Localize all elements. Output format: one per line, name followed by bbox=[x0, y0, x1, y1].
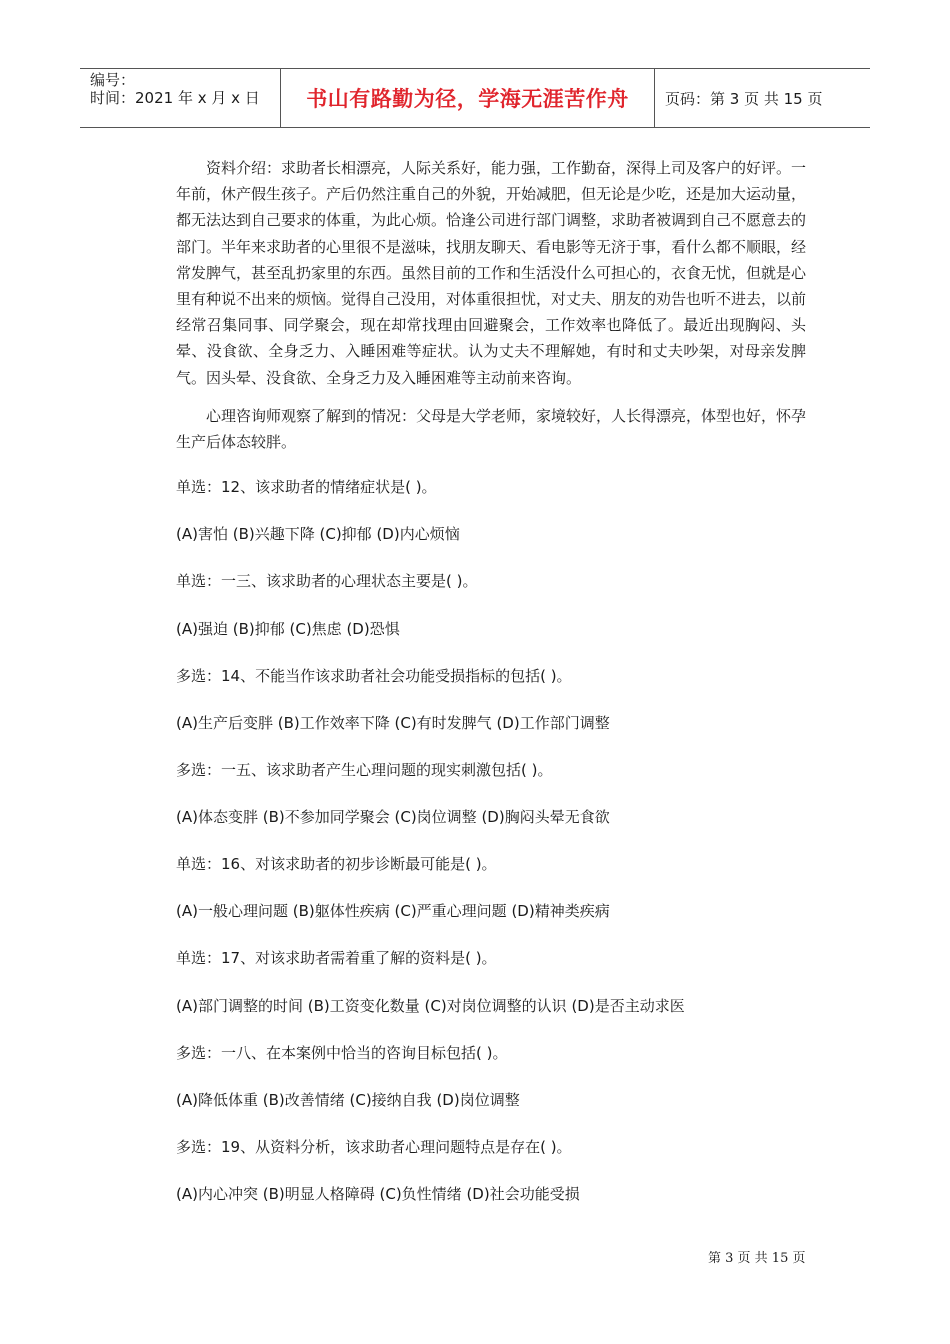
question-17-options: (A)部门调整的时间 (B)工资变化数量 (C)对岗位调整的认识 (D)是否主动求医 bbox=[176, 997, 685, 1015]
question-13: 单选：一三、该求助者的心理状态主要是( )。 bbox=[176, 572, 478, 590]
question-18: 多选：一八、在本案例中恰当的咨询目标包括( )。 bbox=[176, 1044, 508, 1062]
document-date: 时间：2021 年 x 月 x 日 bbox=[90, 89, 260, 107]
header-meta bbox=[80, 69, 281, 127]
header-motto: 书山有路勤为径，学海无涯苦作舟 bbox=[281, 69, 655, 127]
document-number-label: 编号： bbox=[90, 71, 136, 89]
question-16: 单选：16、对该求助者的初步诊断最可能是( )。 bbox=[176, 855, 497, 873]
question-19-options: (A)内心冲突 (B)明显人格障碍 (C)负性情绪 (D)社会功能受损 bbox=[176, 1185, 580, 1203]
question-17: 单选：17、对该求助者需着重了解的资料是( )。 bbox=[176, 949, 497, 967]
question-16-options: (A)一般心理问题 (B)躯体性疾病 (C)严重心理问题 (D)精神类疾病 bbox=[176, 902, 610, 920]
question-15-options: (A)体态变胖 (B)不参加同学聚会 (C)岗位调整 (D)胸闷头晕无食欲 bbox=[176, 808, 610, 826]
question-15: 多选：一五、该求助者产生心理问题的现实刺激包括( )。 bbox=[176, 761, 553, 779]
question-12: 单选：12、该求助者的情绪症状是( )。 bbox=[176, 478, 437, 496]
question-18-options: (A)降低体重 (B)改善情绪 (C)接纳自我 (D)岗位调整 bbox=[176, 1091, 520, 1109]
page-header bbox=[80, 68, 870, 128]
page-footer: 第 3 页 共 15 页 bbox=[708, 1251, 806, 1266]
header-page-info: 页码：第 3 页 共 15 页 bbox=[665, 89, 823, 108]
case-description-paragraph: 资料介绍：求助者长相漂亮，人际关系好，能力强，工作勤奋，深得上司及客户的好评。一年前，休产假生孩子。产后仍然注重自己的外貌，开始减肥，但无论是少吃，还是加大运动量，都无法达到自己要求的体重，为此心烦。恰逢公司进行部门调整，求助者被调到自己不愿意去的部门。半年来求助者的心里很不是滋味，找朋友聊天、看电影等无济于事，看什么都不顺眼，经常发脾气，甚至乱扔家里的东西。虽然目前的工作和生活没什么可担心的，衣食无忧，但就是心里有种说不出来的烦恼。觉得自己没用，对体重很担忧，对丈夫、朋友的劝告也听不进去，以前经常召集同事、同学聚会，现在却常找理由回避聚会，工作效率也降低了。最近出现胸闷、头晕、没食欲、全身乏力、入睡困难等症状。认为丈夫不理解她，有时和丈夫吵架，对母亲发脾气。因头晕、没食欲、全身乏力及入睡困难等主动前来咨询。 bbox=[176, 159, 807, 387]
question-12-options: (A)害怕 (B)兴趣下降 (C)抑郁 (D)内心烦恼 bbox=[176, 525, 460, 543]
question-14-options: (A)生产后变胖 (B)工作效率下降 (C)有时发脾气 (D)工作部门调整 bbox=[176, 714, 610, 732]
question-19: 多选：19、从资料分析，该求助者心理问题特点是存在( )。 bbox=[176, 1138, 572, 1156]
question-13-options: (A)强迫 (B)抑郁 (C)焦虑 (D)恐惧 bbox=[176, 620, 400, 638]
document-body bbox=[176, 155, 806, 455]
observation-paragraph: 心理咨询师观察了解到的情况：父母是大学老师，家境较好，人长得漂亮，体型也好，怀孕生产后体态较胖。 bbox=[176, 406, 807, 452]
question-14: 多选：14、不能当作该求助者社会功能受损指标的包括( )。 bbox=[176, 667, 572, 685]
